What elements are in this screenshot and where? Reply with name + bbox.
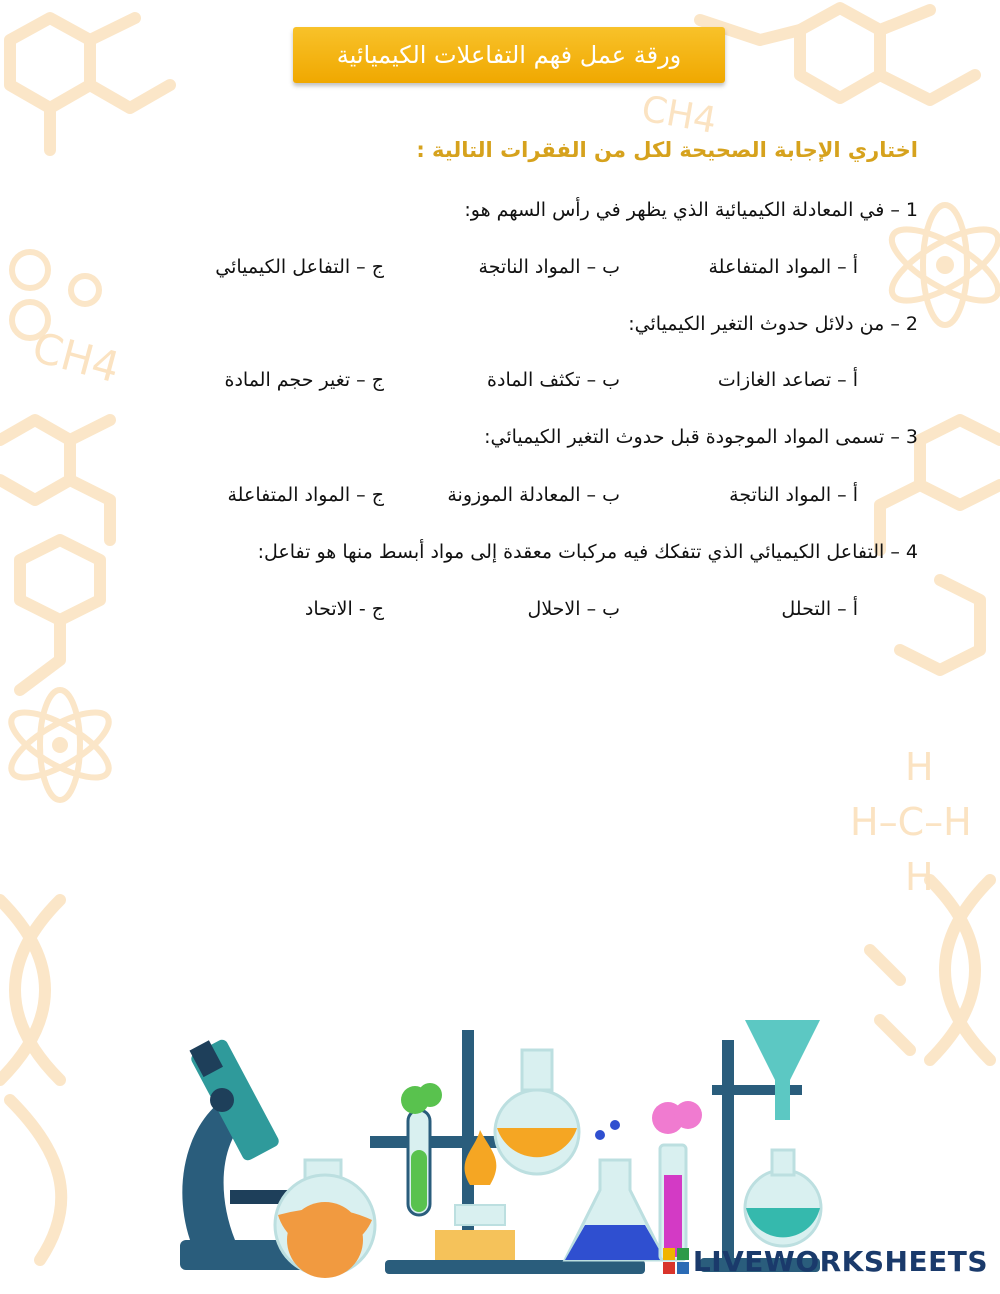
question-4-option-b[interactable]: ب – الاحلال [527,598,620,620]
question-4-option-c[interactable]: ج - الاتحاد [304,598,384,620]
question-3-text: 3 – تسمى المواد الموجودة قبل حدوث التغير الكيميائي: [484,426,918,448]
question-2-text: 2 – من دلائل حدوث التغير الكيميائي: [628,313,918,335]
question-1-option-a[interactable]: أ – المواد المتفاعلة [708,256,858,278]
worksheet-title-banner [293,27,725,83]
question-2-option-a[interactable]: أ – تصاعد الغازات [717,369,858,391]
instruction-heading: اختاري الإجابة الصحيحة لكل من الفقرات التالية : [416,138,918,162]
question-3-option-a[interactable]: أ – المواد الناتجة [729,484,858,506]
ch4-label-top: CH4 [638,88,720,142]
h-label-bottom: H [905,855,934,899]
green-test-tube-icon [401,1083,442,1215]
question-1-text: 1 – في المعادلة الكيميائية الذي يظهر في رأس السهم هو: [464,199,918,221]
liveworksheets-watermark[interactable] [663,1244,988,1278]
round-flask-icon [495,1050,579,1174]
question-4-option-a[interactable]: أ – التحلل [781,598,858,620]
pink-test-tube-icon [652,1101,702,1260]
question-3-option-c[interactable]: ج – المواد المتفاعلة [227,484,384,506]
watermark-text: LIVEWORKSHEETS [692,1244,988,1278]
liveworksheets-logo-icon [663,1248,689,1274]
funnel-and-teal-flask-icon [745,1020,821,1246]
question-3-option-b[interactable]: ب – المعادلة الموزونة [447,484,620,506]
ch4-label-left: CH4 [27,322,125,393]
question-1-option-c[interactable]: ج – التفاعل الكيميائي [215,256,384,278]
question-1-option-b[interactable]: ب – المواد الناتجة [478,256,620,278]
h-label-top: H [905,745,934,789]
worksheet-title: ورقة عمل فهم التفاعلات الكيميائية [336,41,682,69]
question-4-text: 4 – التفاعل الكيميائي الذي تتفكك فيه مركبات معقدة إلى مواد أبسط منها هو تفاعل: [257,541,918,563]
orange-flask-icon [275,1160,375,1278]
blue-erlenmeyer-flask-icon [565,1120,665,1260]
hch-label: H–C–H [850,800,972,844]
question-2-option-c[interactable]: ج – تغير حجم المادة [224,369,384,391]
question-2-option-b[interactable]: ب – تكثف المادة [487,369,620,391]
